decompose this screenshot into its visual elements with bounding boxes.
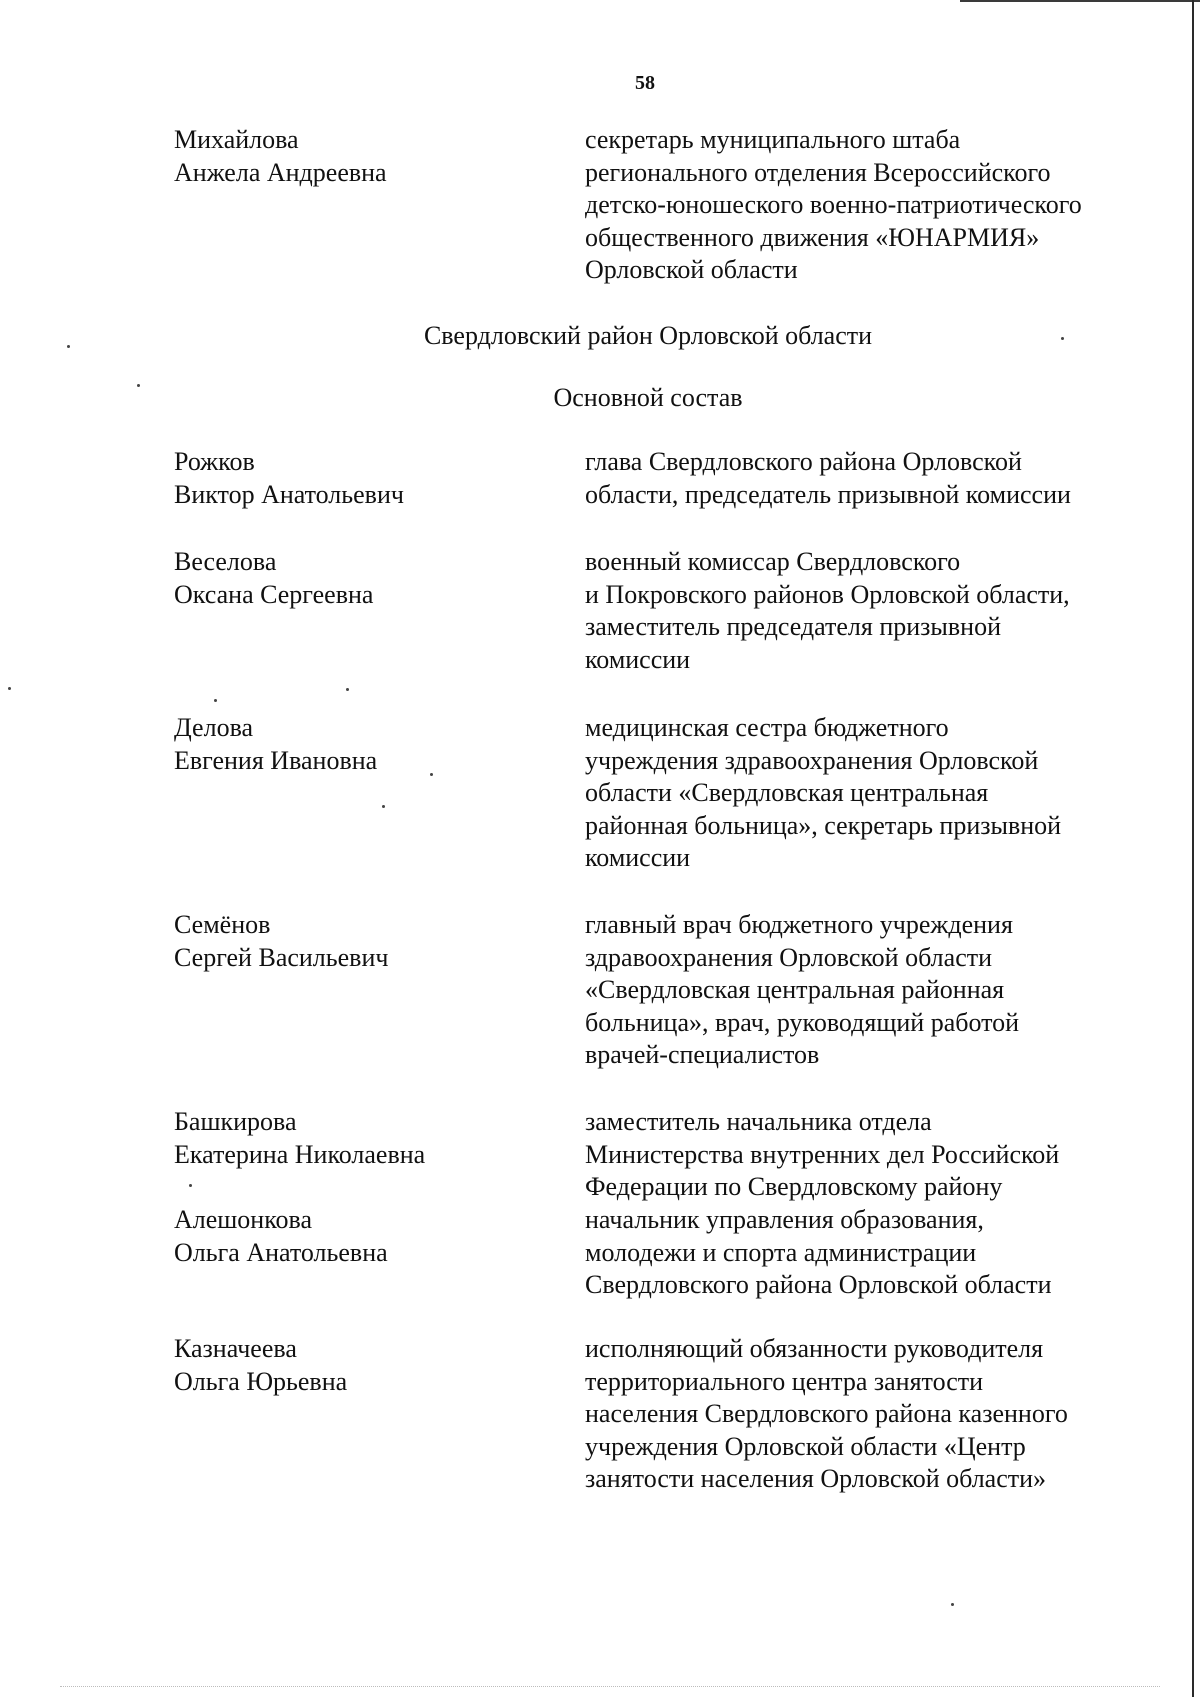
scan-speck [214, 699, 217, 702]
member-surname: Казначеева [174, 1334, 297, 1363]
role-line: Орловской области [585, 255, 798, 284]
member-role [585, 1204, 1145, 1302]
member-role [585, 124, 1145, 287]
member-role [585, 1106, 1145, 1204]
member-name [174, 1106, 564, 1171]
role-line: занятости населения Орловской области» [585, 1464, 1047, 1493]
role-line: районная больница», секретарь призывной [585, 810, 1062, 840]
composition-title: Основной состав [553, 383, 743, 412]
role-line: исполняющий обязанности руководителя [585, 1334, 1044, 1363]
member-given-names: Евгения Ивановна [174, 745, 378, 775]
scan-speck [382, 805, 385, 808]
member-given-names: Анжела Андреевна [174, 157, 387, 187]
scan-speck [137, 384, 140, 387]
role-line: медицинская сестра бюджетного [585, 713, 949, 742]
member-surname: Веселова [174, 547, 277, 576]
role-line: молодежи и спорта администрации [585, 1237, 977, 1267]
role-line: регионального отделения Всероссийского [585, 157, 1051, 187]
role-line: начальник управления образования, [585, 1205, 984, 1234]
member-given-names: Виктор Анатольевич [174, 479, 404, 509]
scan-edge-right [1192, 0, 1194, 1697]
member-given-names: Ольга Анатольевна [174, 1237, 388, 1267]
member-surname: Алешонкова [174, 1205, 313, 1234]
scan-speck [1061, 337, 1064, 340]
member-surname: Делова [174, 713, 254, 742]
role-line: области «Свердловская центральная [585, 778, 989, 807]
role-line: области, председатель призывной комиссии [585, 479, 1071, 509]
scan-speck [189, 1184, 192, 1187]
member-role [585, 909, 1145, 1072]
role-line: комиссии [585, 644, 691, 674]
role-line: больница», врач, руководящий работой [585, 1007, 1020, 1037]
scan-edge-bottom [60, 1686, 1160, 1688]
role-line: территориального центра занятости [585, 1366, 984, 1396]
member-given-names: Ольга Юрьевна [174, 1366, 348, 1396]
role-line: Министерства внутренних дел Российской [585, 1139, 1060, 1169]
role-line: и Покровского районов Орловской области, [585, 579, 1070, 609]
role-line: врачей-специалистов [585, 1040, 820, 1069]
role-line: заместитель начальника отдела [585, 1107, 932, 1136]
member-role [585, 712, 1145, 875]
scan-speck [430, 773, 433, 776]
member-name [174, 124, 564, 189]
role-line: «Свердловская центральная районная [585, 975, 1005, 1004]
role-line: глава Свердловского района Орловской [585, 447, 1022, 476]
role-line: секретарь муниципального штаба [585, 125, 961, 154]
page-number: 58 [635, 72, 655, 94]
member-surname: Башкирова [174, 1107, 297, 1136]
member-surname: Рожков [174, 447, 255, 476]
member-surname: Михайлова [174, 125, 299, 154]
member-given-names: Екатерина Николаевна [174, 1139, 426, 1169]
member-role [585, 446, 1145, 511]
role-line: населения Свердловского района казенного [585, 1399, 1068, 1428]
role-line: Федерации по Свердловскому району [585, 1172, 1003, 1201]
role-line: комиссии [585, 843, 691, 872]
member-name [174, 446, 564, 511]
district-title: Свердловский район Орловской области [423, 321, 873, 350]
member-name [174, 546, 564, 611]
scan-speck [8, 687, 11, 690]
role-line: Свердловского района Орловской области [585, 1270, 1052, 1299]
role-line: общественного движения «ЮНАРМИЯ» [585, 222, 1040, 252]
member-name [174, 712, 564, 777]
role-line: детско-юношеского военно-патриотического [585, 190, 1082, 219]
member-name [174, 1204, 564, 1269]
member-role [585, 546, 1145, 676]
scan-speck [951, 1603, 954, 1606]
role-line: учреждения здравоохранения Орловской [585, 745, 1039, 775]
member-name [174, 1333, 564, 1398]
scan-edge-top [960, 0, 1200, 2]
scan-speck [67, 345, 70, 348]
role-line: главный врач бюджетного учреждения [585, 910, 1013, 939]
member-role [585, 1333, 1145, 1496]
scan-speck [346, 688, 349, 691]
role-line: военный комиссар Свердловского [585, 547, 961, 576]
role-line: учреждения Орловской области «Центр [585, 1431, 1026, 1461]
member-given-names: Оксана Сергеевна [174, 579, 374, 609]
member-name [174, 909, 564, 974]
member-surname: Семёнов [174, 910, 271, 939]
member-given-names: Сергей Васильевич [174, 942, 389, 972]
role-line: заместитель председателя призывной [585, 612, 1001, 641]
role-line: здравоохранения Орловской области [585, 942, 993, 972]
